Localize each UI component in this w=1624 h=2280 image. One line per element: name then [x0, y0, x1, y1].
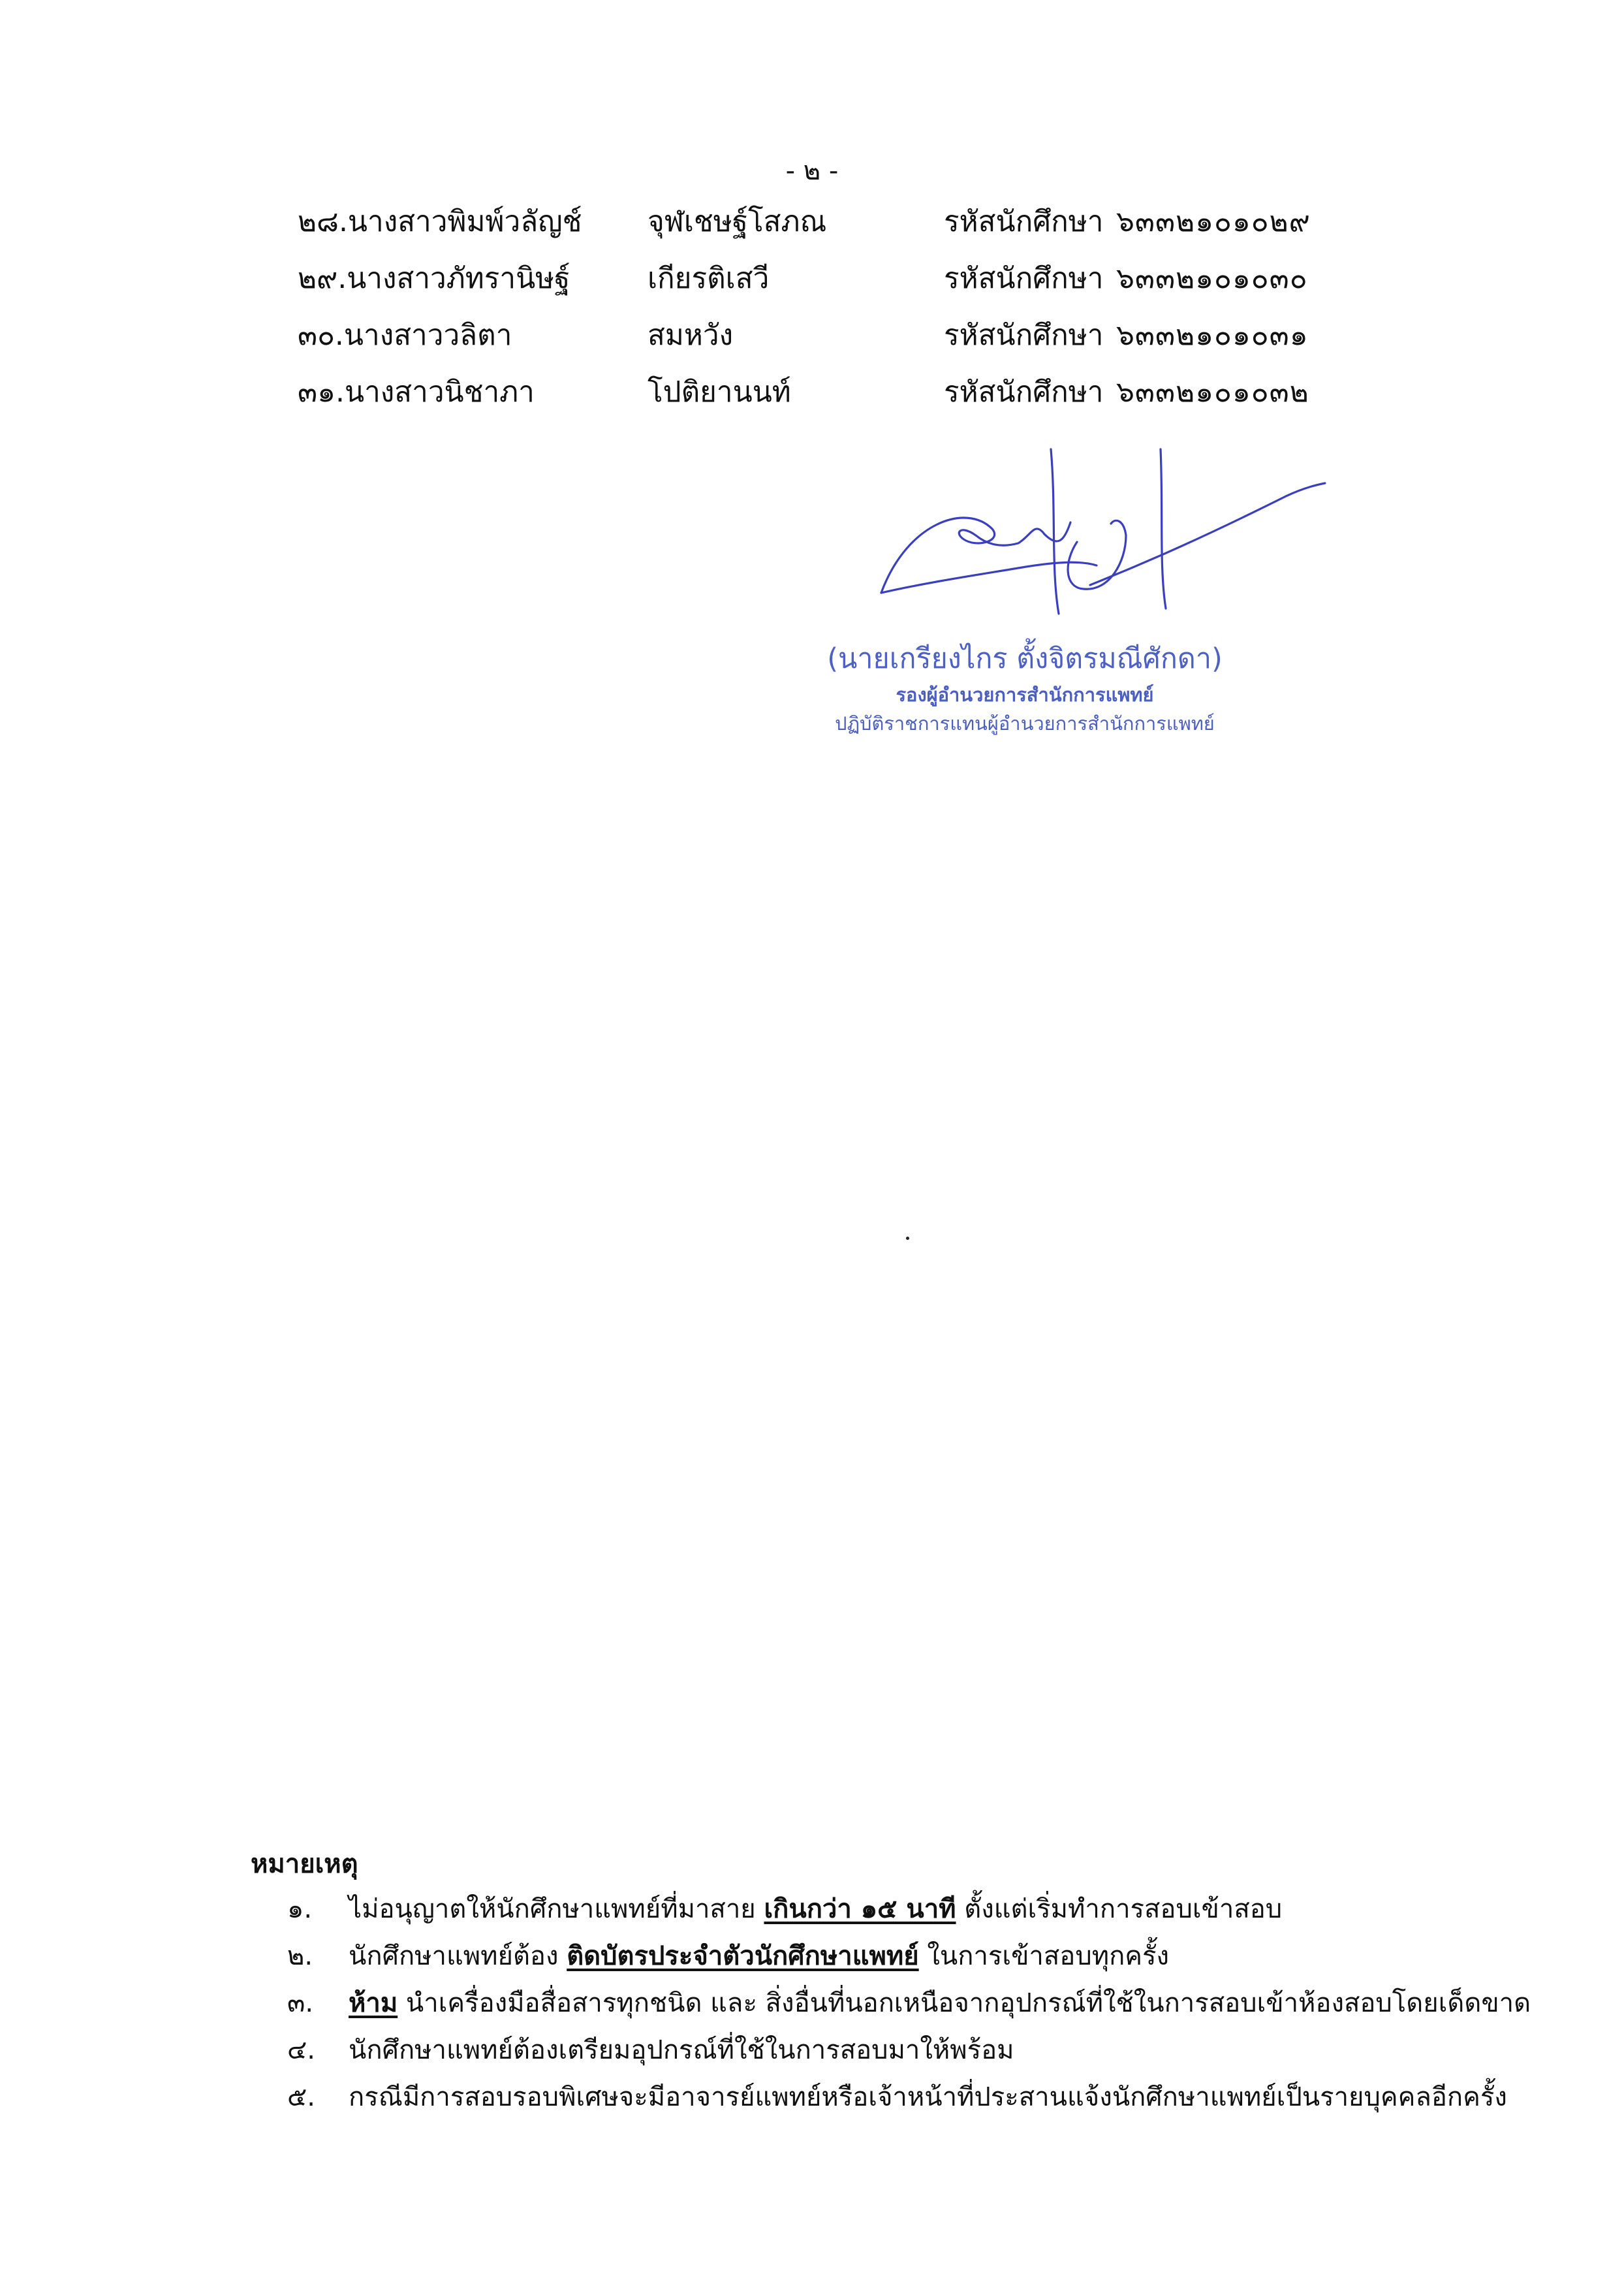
remark-item	[251, 1886, 1530, 1933]
student-id: ๖๓๓๒๑๐๑๐๓๒	[1116, 375, 1309, 409]
student-id: ๖๓๓๒๑๐๑๐๒๙	[1116, 205, 1311, 238]
remark-text-before: ไม่อนุญาตให้นักศึกษาแพทย์ที่มาสาย	[349, 1894, 764, 1924]
student-id-label: รหัสนักศึกษา	[944, 262, 1104, 295]
student-name: ๒๙.นางสาวภัทรานิษฐ์	[298, 262, 570, 295]
student-surname: โปติยานนท์	[648, 375, 791, 409]
student-id: ๖๓๓๒๑๐๑๐๓๐	[1116, 262, 1308, 295]
student-row	[298, 366, 1342, 423]
remark-number: ๕.	[287, 2082, 315, 2112]
student-row	[298, 196, 1342, 253]
remark-number: ๔.	[287, 2035, 315, 2065]
remark-emphasis: ห้าม	[349, 1988, 398, 2018]
remark-text-after: นำเครื่องมือสื่อสารทุกชนิด และ สิ่งอื่นที่นอกเหนือจากอุปกรณ์ที่ใช้ในการสอบเข้าห้องสอบโดยเด็ดขาด	[398, 1988, 1531, 2018]
remark-text-after: ในการเข้าสอบทุกครั้ง	[918, 1941, 1170, 1971]
remark-emphasis: เกินกว่า ๑๕ นาที	[764, 1894, 956, 1924]
student-id-label: รหัสนักศึกษา	[944, 375, 1104, 409]
remark-text-before: กรณีมีการสอบรอบพิเศษจะมีอาจารย์แพทย์หรือเจ้าหน้าที่ประสานแจ้งนักศึกษาแพทย์เป็นรายบุคคลอีกครั้ง	[349, 2082, 1507, 2112]
remark-number: ๒.	[287, 1941, 313, 1971]
student-surname: สมหวัง	[648, 319, 734, 352]
student-row	[298, 309, 1342, 366]
student-id: ๖๓๓๒๑๐๑๐๓๑	[1116, 319, 1309, 352]
remark-emphasis: ติดบัตรประจำตัวนักศึกษาแพทย์	[567, 1941, 919, 1971]
signer-acting-title: ปฏิบัติราชการแทนผู้อำนวยการสำนักการแพทย์	[835, 712, 1215, 735]
remark-text	[349, 1980, 1531, 2027]
student-name: ๓๐.นางสาววลิตา	[298, 319, 512, 352]
remark-item	[251, 2074, 1530, 2121]
signer-title: รองผู้อำนวยการสำนักการแพทย์	[896, 684, 1154, 706]
student-row	[298, 253, 1342, 309]
remark-text-after: ตั้งแต่เริ่มทำการสอบเข้าสอบ	[956, 1894, 1283, 1924]
remark-item	[251, 1980, 1530, 2027]
stray-mark	[906, 1237, 909, 1240]
remark-text-before: นักศึกษาแพทย์ต้องเตรียมอุปกรณ์ที่ใช้ในการสอบมาให้พร้อม	[349, 2035, 1014, 2065]
remark-text	[349, 1886, 1282, 1933]
remark-text	[349, 1933, 1169, 1980]
remark-item	[251, 2027, 1530, 2074]
remarks-heading: หมายเหตุ	[251, 1849, 358, 1879]
page-number: - ๒ -	[785, 156, 839, 186]
student-surname: เกียรติเสวี	[648, 262, 770, 295]
remark-text	[349, 2074, 1507, 2121]
student-id-label: รหัสนักศึกษา	[944, 319, 1104, 352]
signer-name: (นายเกรียงไกร ตั้งจิตรมณีศักดา)	[827, 642, 1223, 675]
remark-text	[349, 2027, 1014, 2074]
remarks-section	[251, 1843, 1530, 2121]
student-list	[298, 196, 1342, 423]
student-name: ๓๑.นางสาวนิชาภา	[298, 375, 535, 409]
student-id-label: รหัสนักศึกษา	[944, 205, 1104, 238]
remark-item	[251, 1933, 1530, 1980]
student-surname: จุฬเชษฐ์โสภณ	[648, 205, 827, 238]
signer-stamp	[770, 637, 1279, 738]
remark-text-before: นักศึกษาแพทย์ต้อง	[349, 1941, 567, 1971]
remark-number: ๑.	[287, 1894, 313, 1924]
handwritten-signature	[868, 437, 1338, 633]
student-name: ๒๘.นางสาวพิมพ์วลัญช์	[298, 205, 582, 238]
remark-number: ๓.	[287, 1988, 314, 2018]
